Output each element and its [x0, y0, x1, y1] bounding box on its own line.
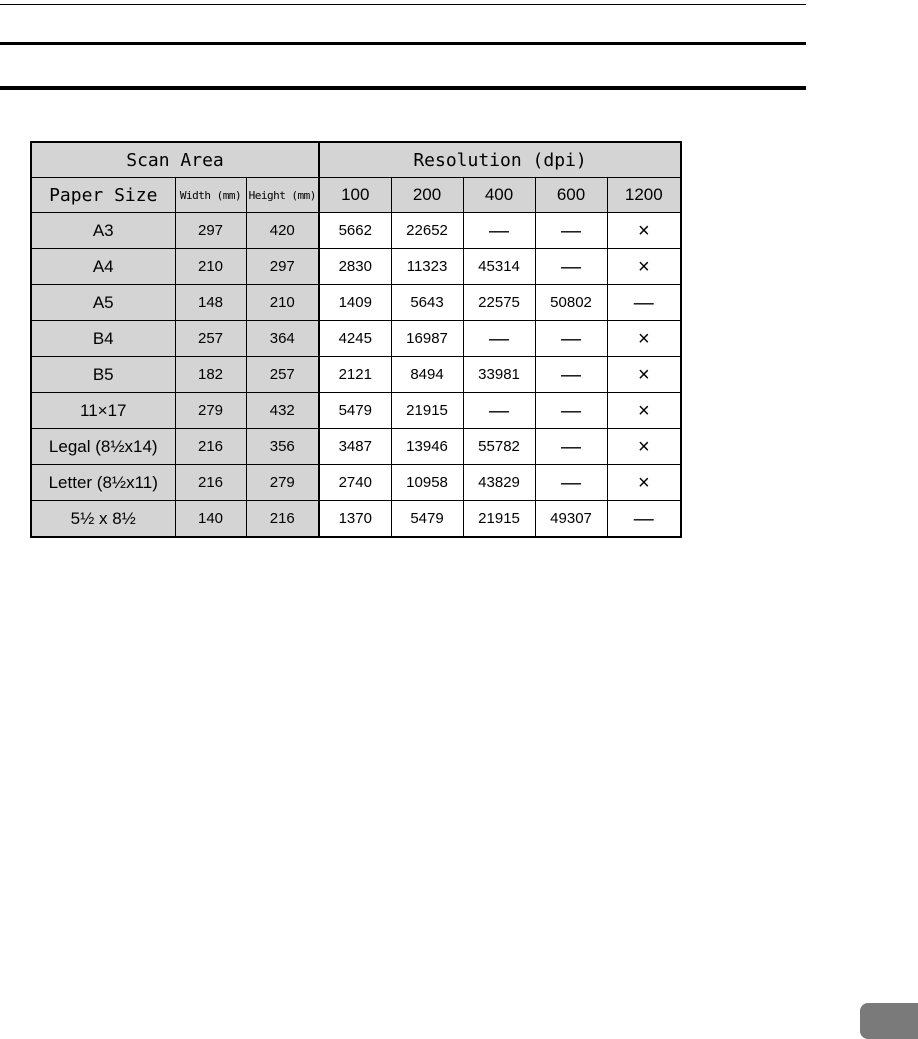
section-rule — [0, 86, 806, 90]
value-cell — [391, 393, 463, 429]
value-cell — [607, 429, 681, 465]
page-edge-tab — [860, 1003, 918, 1039]
paper-size-cell-text: 11×17 — [80, 400, 127, 420]
height-cell — [246, 393, 319, 429]
value-cell-text: 5662 — [338, 222, 372, 239]
value-cell-text: 21915 — [406, 402, 448, 419]
value-cell-text: — — [561, 219, 582, 242]
value-cell-text: 8494 — [410, 366, 444, 383]
value-cell — [463, 357, 535, 393]
value-cell-text: — — [561, 435, 582, 458]
width-cell — [175, 501, 246, 538]
value-cell — [463, 213, 535, 249]
value-cell-text: 4245 — [338, 330, 372, 347]
value-cell — [535, 285, 607, 321]
value-cell — [463, 285, 535, 321]
table-body — [31, 213, 681, 538]
value-cell — [607, 249, 681, 285]
value-cell — [319, 213, 391, 249]
value-cell — [535, 249, 607, 285]
value-cell — [607, 321, 681, 357]
width-cell-text: 297 — [197, 222, 224, 239]
paper-size-cell — [31, 357, 175, 393]
value-cell-text: × — [637, 219, 650, 242]
value-cell-text: 10958 — [406, 474, 448, 491]
value-cell-text: — — [561, 327, 582, 350]
height-cell — [246, 213, 319, 249]
value-cell — [319, 465, 391, 501]
value-cell-text: 2740 — [338, 474, 372, 491]
value-cell — [391, 357, 463, 393]
value-cell-text: × — [637, 471, 650, 494]
width-cell-text: 216 — [197, 438, 224, 455]
width-cell-text: 182 — [197, 366, 224, 383]
value-cell-text: 45314 — [478, 258, 520, 275]
height-cell — [246, 321, 319, 357]
value-cell — [607, 213, 681, 249]
value-cell — [319, 249, 391, 285]
value-cell — [535, 465, 607, 501]
width-cell — [175, 393, 246, 429]
value-cell-text: 55782 — [478, 438, 520, 455]
value-cell-text: 1370 — [338, 510, 372, 527]
value-cell — [319, 285, 391, 321]
value-cell — [535, 429, 607, 465]
value-cell-text: × — [637, 435, 650, 458]
table-row — [31, 321, 681, 357]
value-cell-text: × — [637, 399, 650, 422]
value-cell-text: 22652 — [406, 222, 448, 239]
value-cell — [607, 285, 681, 321]
value-cell — [391, 321, 463, 357]
height-cell-text: 356 — [269, 438, 295, 455]
value-cell-text: 13946 — [406, 438, 448, 455]
value-cell — [607, 501, 681, 538]
header-rule — [0, 42, 806, 45]
value-cell-text: × — [637, 363, 650, 386]
paper-size-cell — [31, 393, 175, 429]
value-cell-text: — — [489, 219, 510, 242]
value-cell — [463, 501, 535, 538]
value-cell-text: 5479 — [338, 402, 372, 419]
height-cell — [246, 429, 319, 465]
height-cell-text: 257 — [269, 366, 295, 383]
width-cell-text: 140 — [197, 510, 224, 527]
width-header: Width (mm) — [175, 178, 246, 213]
value-cell-text: 21915 — [478, 510, 520, 527]
height-cell-text: 279 — [269, 474, 295, 491]
width-cell — [175, 465, 246, 501]
value-cell-text: 5479 — [410, 510, 444, 527]
value-cell-text: — — [561, 255, 582, 278]
width-cell-text: 210 — [197, 258, 224, 275]
width-cell — [175, 321, 246, 357]
dpi-100-header: 100 — [319, 178, 391, 213]
width-cell — [175, 357, 246, 393]
paper-size-cell-text: B4 — [92, 328, 114, 348]
paper-size-cell-text: 5½ x 8½ — [70, 508, 136, 528]
width-cell — [175, 285, 246, 321]
value-cell — [535, 321, 607, 357]
value-cell — [391, 285, 463, 321]
value-cell — [463, 321, 535, 357]
value-cell-text: × — [637, 255, 650, 278]
paper-size-header: Paper Size — [31, 178, 175, 213]
height-cell — [246, 465, 319, 501]
dpi-1200-header: 1200 — [607, 178, 681, 213]
value-cell — [535, 357, 607, 393]
value-cell — [463, 465, 535, 501]
width-cell-text: 216 — [197, 474, 224, 491]
value-cell-text: 1409 — [338, 294, 372, 311]
value-cell — [319, 429, 391, 465]
table-row — [31, 213, 681, 249]
value-cell-text: — — [489, 327, 510, 350]
value-cell-text: 33981 — [478, 366, 520, 383]
value-cell-text: 2830 — [338, 258, 372, 275]
table-row — [31, 393, 681, 429]
value-cell — [535, 501, 607, 538]
value-cell — [391, 249, 463, 285]
height-cell — [246, 357, 319, 393]
value-cell-text: 11323 — [406, 258, 448, 275]
table-row — [31, 501, 681, 538]
paper-size-cell — [31, 213, 175, 249]
paper-size-cell — [31, 249, 175, 285]
paper-size-cell — [31, 321, 175, 357]
value-cell — [319, 321, 391, 357]
height-cell-text: 364 — [269, 330, 295, 347]
height-cell-text: 432 — [269, 402, 295, 419]
value-cell — [607, 465, 681, 501]
width-cell-text: 257 — [197, 330, 224, 347]
height-cell — [246, 249, 319, 285]
value-cell-text: — — [561, 399, 582, 422]
dpi-600-header: 600 — [535, 178, 607, 213]
value-cell — [391, 429, 463, 465]
height-cell-text: 297 — [269, 258, 295, 275]
value-cell — [391, 501, 463, 538]
value-cell-text: 3487 — [338, 438, 372, 455]
table-header-row — [31, 142, 681, 178]
value-cell-text: 50802 — [550, 294, 592, 311]
value-cell — [319, 501, 391, 538]
scan-area-header: Scan Area — [31, 142, 319, 178]
paper-size-cell — [31, 501, 175, 538]
table-row — [31, 285, 681, 321]
paper-size-cell-text: A4 — [92, 256, 114, 276]
width-cell — [175, 213, 246, 249]
value-cell-text: 5643 — [410, 294, 444, 311]
dpi-400-header: 400 — [463, 178, 535, 213]
height-cell-text: 210 — [269, 294, 295, 311]
table-row — [31, 465, 681, 501]
height-cell-text: 216 — [269, 510, 295, 527]
value-cell — [463, 429, 535, 465]
height-cell-text: 420 — [269, 222, 295, 239]
value-cell-text: 2121 — [338, 366, 372, 383]
top-rule — [0, 4, 806, 5]
resolution-header: Resolution (dpi) — [319, 142, 681, 178]
value-cell-text: — — [489, 399, 510, 422]
value-cell — [463, 393, 535, 429]
height-header: Height (mm) — [246, 178, 319, 213]
value-cell — [535, 213, 607, 249]
width-cell — [175, 249, 246, 285]
paper-size-cell — [31, 285, 175, 321]
width-cell-text: 148 — [197, 294, 224, 311]
table-row — [31, 429, 681, 465]
table-row — [31, 357, 681, 393]
paper-size-cell — [31, 429, 175, 465]
value-cell — [319, 393, 391, 429]
paper-size-cell — [31, 465, 175, 501]
value-cell-text: 16987 — [406, 330, 448, 347]
value-cell — [391, 213, 463, 249]
paper-size-cell-text: B5 — [92, 364, 114, 384]
dpi-200-header: 200 — [391, 178, 463, 213]
value-cell-text: 22575 — [478, 294, 520, 311]
width-cell-text: 279 — [197, 402, 224, 419]
paper-size-cell-text: A5 — [92, 292, 114, 312]
value-cell — [319, 357, 391, 393]
value-cell — [607, 357, 681, 393]
table-subheader-row — [31, 178, 681, 213]
paper-size-cell-text: Letter (8½x11) — [48, 472, 158, 492]
value-cell-text: 43829 — [478, 474, 520, 491]
paper-size-cell-text: Legal (8½x14) — [48, 436, 158, 456]
value-cell — [463, 249, 535, 285]
value-cell-text: 49307 — [550, 510, 592, 527]
value-cell-text: × — [637, 327, 650, 350]
value-cell-text: — — [561, 471, 582, 494]
value-cell — [391, 465, 463, 501]
height-cell — [246, 285, 319, 321]
value-cell-text: — — [633, 507, 654, 530]
value-cell — [535, 393, 607, 429]
width-cell — [175, 429, 246, 465]
table-row — [31, 249, 681, 285]
value-cell-text: — — [561, 363, 582, 386]
value-cell — [607, 393, 681, 429]
scan-area-table — [30, 141, 682, 538]
value-cell-text: — — [633, 291, 654, 314]
paper-size-cell-text: A3 — [92, 220, 114, 240]
height-cell — [246, 501, 319, 538]
